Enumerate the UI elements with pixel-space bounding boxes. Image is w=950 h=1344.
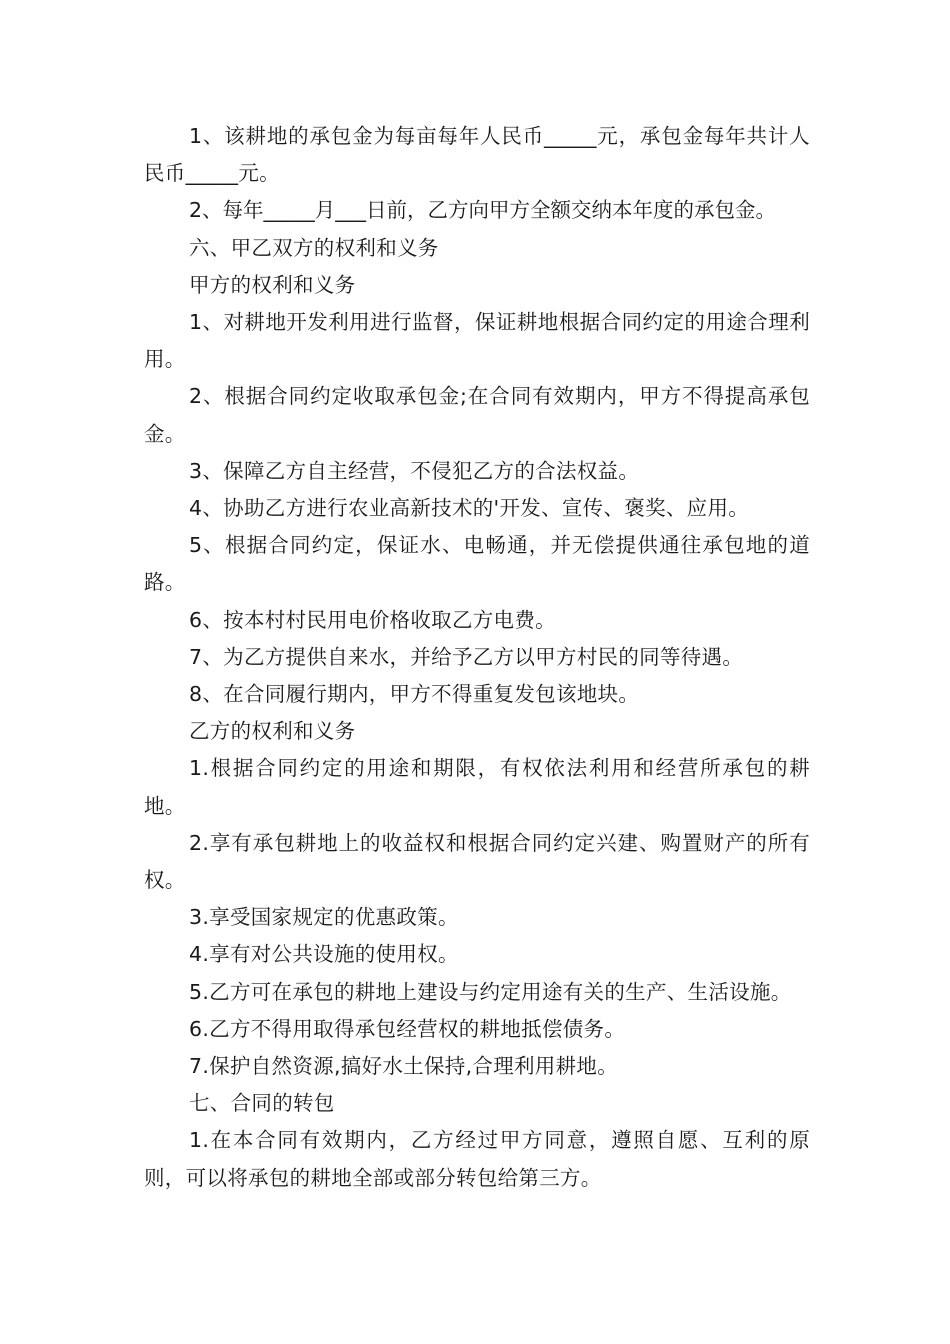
paragraph-a-8: 8、在合同履行期内，甲方不得重复发包该地块。 (189, 682, 640, 707)
paragraph-a-7: 7、为乙方提供自来水，并给予乙方以甲方村民的同等待遇。 (189, 644, 744, 669)
paragraph-b-3: 3.享受国家规定的优惠政策。 (189, 905, 459, 930)
paragraph-a-1: 1、对耕地开发利用进行监督，保证耕地根据合同约定的用途合理利用。 (144, 310, 810, 372)
paragraph-payment-date: 2、每年_____月___日前，乙方向甲方全额交纳本年度的承包金。 (189, 198, 777, 223)
paragraph-a-5: 5、根据合同约定，保证水、电畅通，并无偿提供通往承包地的道路。 (144, 533, 810, 595)
paragraph-b-7: 7.保护自然资源,搞好水土保持,合理利用耕地。 (189, 1054, 618, 1079)
paragraph-a-3: 3、保障乙方自主经营，不侵犯乙方的合法权益。 (189, 458, 640, 483)
document-body (144, 118, 810, 1197)
subheading-party-b: 乙方的权利和义务 (189, 719, 356, 744)
paragraph-a-2: 2、根据合同约定收取承包金;在合同有效期内，甲方不得提高承包金。 (144, 384, 810, 446)
paragraph-a-4: 4、协助乙方进行农业高新技术的'开发、宣传、褒奖、应用。 (189, 496, 750, 521)
paragraph-a-6: 6、按本村村民用电价格收取乙方电费。 (189, 607, 556, 632)
section-heading-subcontract: 七、合同的转包 (189, 1091, 335, 1116)
paragraph-b-6: 6.乙方不得用取得承包经营权的耕地抵偿债务。 (189, 1016, 626, 1041)
paragraph-b-5: 5.乙方可在承包的耕地上建设与约定用途有关的生产、生活设施。 (189, 979, 792, 1004)
section-heading-rights-obligations: 六、甲乙双方的权利和义务 (189, 235, 439, 260)
paragraph-b-1: 1.根据合同约定的用途和期限，有权依法利用和经营所承包的耕地。 (144, 756, 810, 818)
paragraph-b-4: 4.享有对公共设施的使用权。 (189, 942, 459, 967)
paragraph-b-2: 2.享有承包耕地上的收益权和根据合同约定兴建、购置财产的所有权。 (144, 830, 810, 893)
paragraph-subcontract-1: 1.在本合同有效期内，乙方经过甲方同意，遵照自愿、互利的原则，可以将承包的耕地全部或部分转包给第三方。 (144, 1128, 810, 1190)
subheading-party-a: 甲方的权利和义务 (189, 272, 356, 297)
paragraph-fee-per-mu: 1、该耕地的承包金为每亩每年人民币_____元，承包金每年共计人民币_____元。 (144, 124, 810, 186)
